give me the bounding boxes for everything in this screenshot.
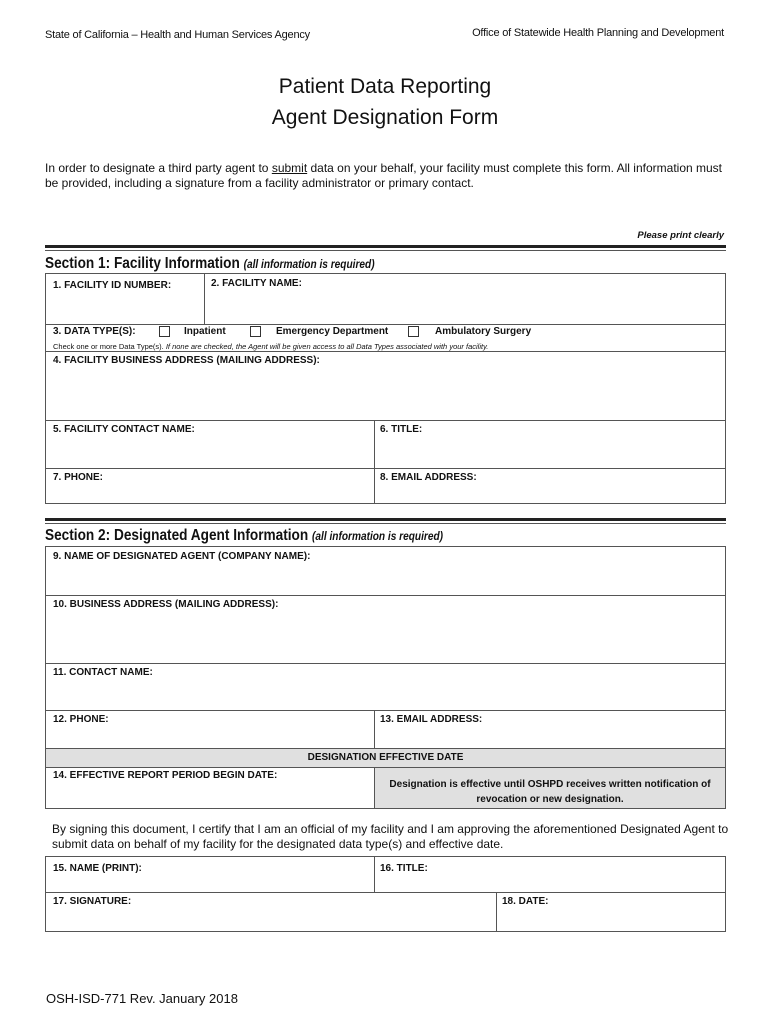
form-title-line1: Patient Data Reporting <box>278 75 492 98</box>
facility-id-label: 1. FACILITY ID NUMBER: <box>53 280 172 291</box>
divider <box>46 324 725 325</box>
data-types-note: Check one or more Data Type(s). If none are checked, the Agent will be given access to all Data Types associated with your facility. <box>53 342 489 351</box>
divider <box>46 663 725 664</box>
form-title-line2: Agent Designation Form <box>271 106 499 129</box>
emergency-department-checkbox[interactable] <box>250 326 261 337</box>
divider <box>46 468 725 469</box>
signature-table <box>45 856 726 932</box>
designation-effective-date-header: DESIGNATION EFFECTIVE DATE <box>307 752 464 763</box>
divider <box>204 274 205 324</box>
divider <box>46 710 725 711</box>
intro-text: In order to designate a third party agent to submit data on your behalf, your facility must complete this form. All information must be provided, including a signature from a facility administrator or primary contact. <box>45 161 722 190</box>
signature-label: 17. SIGNATURE: <box>53 896 132 907</box>
section2-heading: Section 2: Designated Agent Information (all information is required) <box>45 527 444 544</box>
inpatient-label: Inpatient <box>184 326 226 337</box>
divider <box>374 710 375 748</box>
divider <box>374 420 375 503</box>
emergency-department-label: Emergency Department <box>276 326 389 337</box>
agent-contact-name-label: 11. CONTACT NAME: <box>53 667 153 678</box>
facility-title-label: 6. TITLE: <box>380 424 423 435</box>
ambulatory-surgery-label: Ambulatory Surgery <box>435 326 532 337</box>
section1-heading: Section 1: Facility Information (all information is required) <box>45 255 375 272</box>
facility-contact-name-label: 5. FACILITY CONTACT NAME: <box>53 424 195 435</box>
signer-name-label: 15. NAME (PRINT): <box>53 863 142 874</box>
section1-rule <box>45 245 726 248</box>
certification-statement: By signing this document, I certify that I am an official of my facility and I am approving the aforementioned Designated Agent to submit data on behalf of my facility for the designated data type(s) and effective date. <box>52 822 729 851</box>
agent-address-label: 10. BUSINESS ADDRESS (MAILING ADDRESS): <box>53 599 279 610</box>
designation-note-line2: revocation or new designation. <box>476 794 624 805</box>
data-types-label: 3. DATA TYPE(S): <box>53 326 136 337</box>
facility-email-label: 8. EMAIL ADDRESS: <box>380 472 477 483</box>
section2-table <box>45 546 726 809</box>
agency-name: State of California – Health and Human Services Agency <box>45 29 310 41</box>
agent-name-label: 9. NAME OF DESIGNATED AGENT (COMPANY NAME): <box>53 551 311 562</box>
facility-address-label: 4. FACILITY BUSINESS ADDRESS (MAILING ADDRESS): <box>53 355 320 366</box>
ambulatory-surgery-checkbox[interactable] <box>408 326 419 337</box>
section2-rule-thin <box>45 523 726 524</box>
office-name: Office of Statewide Health Planning and Development <box>472 27 724 39</box>
divider <box>46 595 725 596</box>
divider <box>46 420 725 421</box>
divider <box>374 857 375 892</box>
signer-title-label: 16. TITLE: <box>380 863 428 874</box>
divider <box>496 892 497 931</box>
agent-email-label: 13. EMAIL ADDRESS: <box>380 714 483 725</box>
divider <box>46 351 725 352</box>
facility-name-label: 2. FACILITY NAME: <box>211 278 302 289</box>
section1-rule-thin <box>45 250 726 251</box>
form-number-footer: OSH-ISD-771 Rev. January 2018 <box>46 991 238 1006</box>
divider <box>46 892 725 893</box>
print-clearly-note: Please print clearly <box>637 230 724 241</box>
designation-note-line1: Designation is effective until OSHPD receives written notification of <box>389 779 711 790</box>
date-label: 18. DATE: <box>502 896 549 907</box>
facility-phone-label: 7. PHONE: <box>53 472 104 483</box>
effective-begin-date-label: 14. EFFECTIVE REPORT PERIOD BEGIN DATE: <box>53 770 278 781</box>
section2-rule <box>45 518 726 521</box>
section1-table <box>45 273 726 504</box>
agent-phone-label: 12. PHONE: <box>53 714 109 725</box>
inpatient-checkbox[interactable] <box>159 326 170 337</box>
